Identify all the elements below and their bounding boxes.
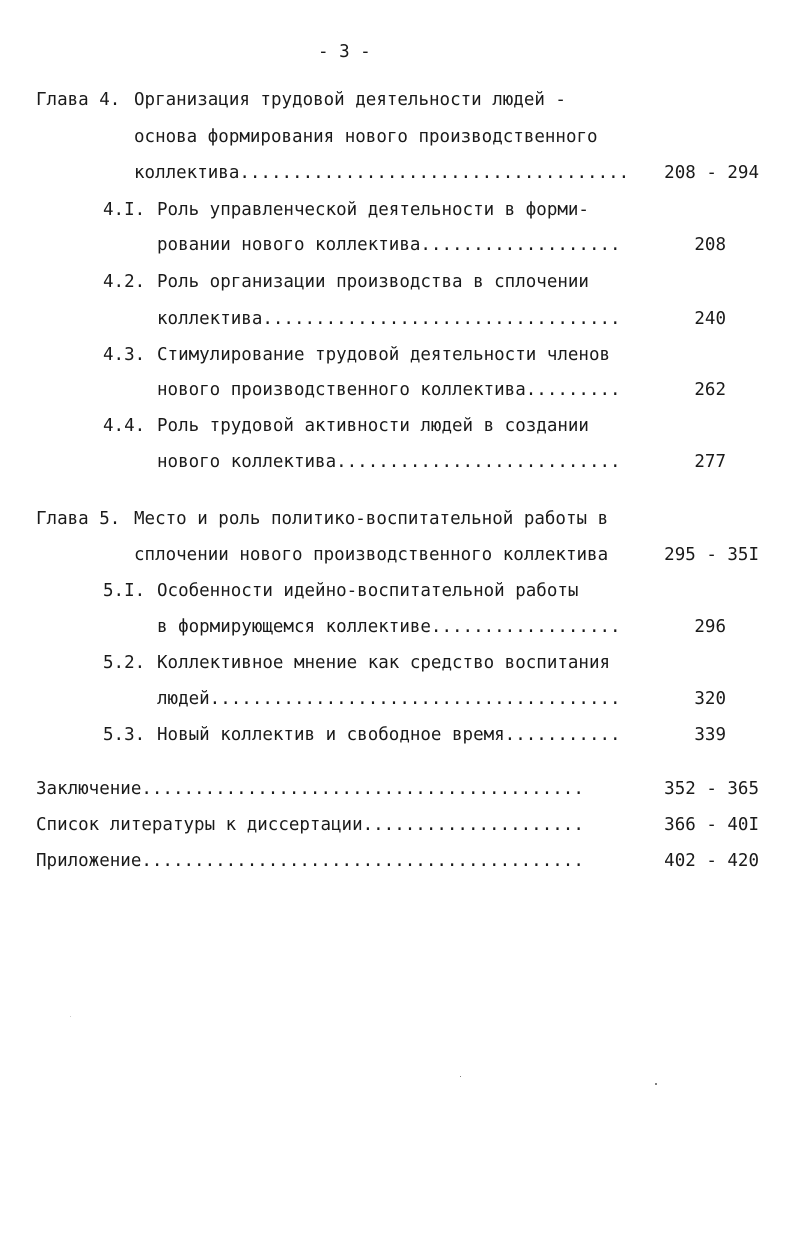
chapter-5-pages: 295 - 35I — [664, 545, 759, 565]
section-title-line-2: в формирующемся коллективе.................. — [157, 617, 621, 637]
bibliography-entry: Список литературы к диссертации..................... — [36, 815, 584, 835]
section-number: 5.3. — [103, 725, 146, 745]
section-title-line-1: Роль управленческой деятельности в форми- — [157, 200, 589, 220]
section-page: 296 — [694, 617, 726, 637]
section-title-line-1: Стимулирование трудовой деятельности членов — [157, 345, 611, 365]
section-number: 4.3. — [103, 345, 146, 365]
appendix-pages: 402 - 420 — [664, 851, 759, 871]
section-page: 240 — [694, 309, 726, 329]
section-title-line-1: Роль трудовой активности людей в создании — [157, 416, 589, 436]
conclusion-entry: Заключение.......................................... — [36, 779, 584, 799]
appendix-entry: Приложение.......................................... — [36, 851, 584, 871]
scan-speck — [460, 1076, 461, 1077]
section-page: 208 — [694, 235, 726, 255]
scan-speck — [655, 1083, 657, 1085]
section-page: 262 — [694, 380, 726, 400]
chapter-5-title-line-2: сплочении нового производственного коллектива — [134, 545, 609, 565]
section-title-line-2: ровании нового коллектива................... — [157, 235, 621, 255]
section-title-line-2: людей....................................... — [157, 689, 621, 709]
section-title-line-2: коллектива.................................. — [157, 309, 621, 329]
section-title-line-2: нового производственного коллектива......... — [157, 380, 621, 400]
section-title-line-1: Новый коллектив и свободное время........... — [157, 725, 621, 745]
section-number: 5.2. — [103, 653, 146, 673]
page-number: - 3 - — [318, 42, 371, 62]
section-number: 4.2. — [103, 272, 146, 292]
chapter-4-label: Глава 4. — [36, 90, 121, 110]
section-number: 4.I. — [103, 200, 146, 220]
chapter-4-title-line-3: коллектива..................................... — [134, 163, 630, 183]
section-title-line-2: нового коллектива........................... — [157, 452, 621, 472]
scan-speck — [70, 1016, 71, 1017]
section-title-line-1: Коллективное мнение как средство воспитания — [157, 653, 611, 673]
section-number: 5.I. — [103, 581, 146, 601]
section-page: 277 — [694, 452, 726, 472]
section-page: 339 — [694, 725, 726, 745]
conclusion-pages: 352 - 365 — [664, 779, 759, 799]
chapter-4-title-line-1: Организация трудовой деятельности людей - — [134, 90, 566, 110]
section-page: 320 — [694, 689, 726, 709]
section-number: 4.4. — [103, 416, 146, 436]
chapter-5-label: Глава 5. — [36, 509, 121, 529]
chapter-5-title-line-1: Место и роль политико-воспитательной работы в — [134, 509, 609, 529]
section-title-line-1: Роль организации производства в сплочении — [157, 272, 589, 292]
chapter-4-title-line-2: основа формирования нового производственного — [134, 127, 598, 147]
bibliography-pages: 366 - 40I — [664, 815, 759, 835]
section-title-line-1: Особенности идейно-воспитательной работы — [157, 581, 579, 601]
chapter-4-pages: 208 - 294 — [664, 163, 759, 183]
